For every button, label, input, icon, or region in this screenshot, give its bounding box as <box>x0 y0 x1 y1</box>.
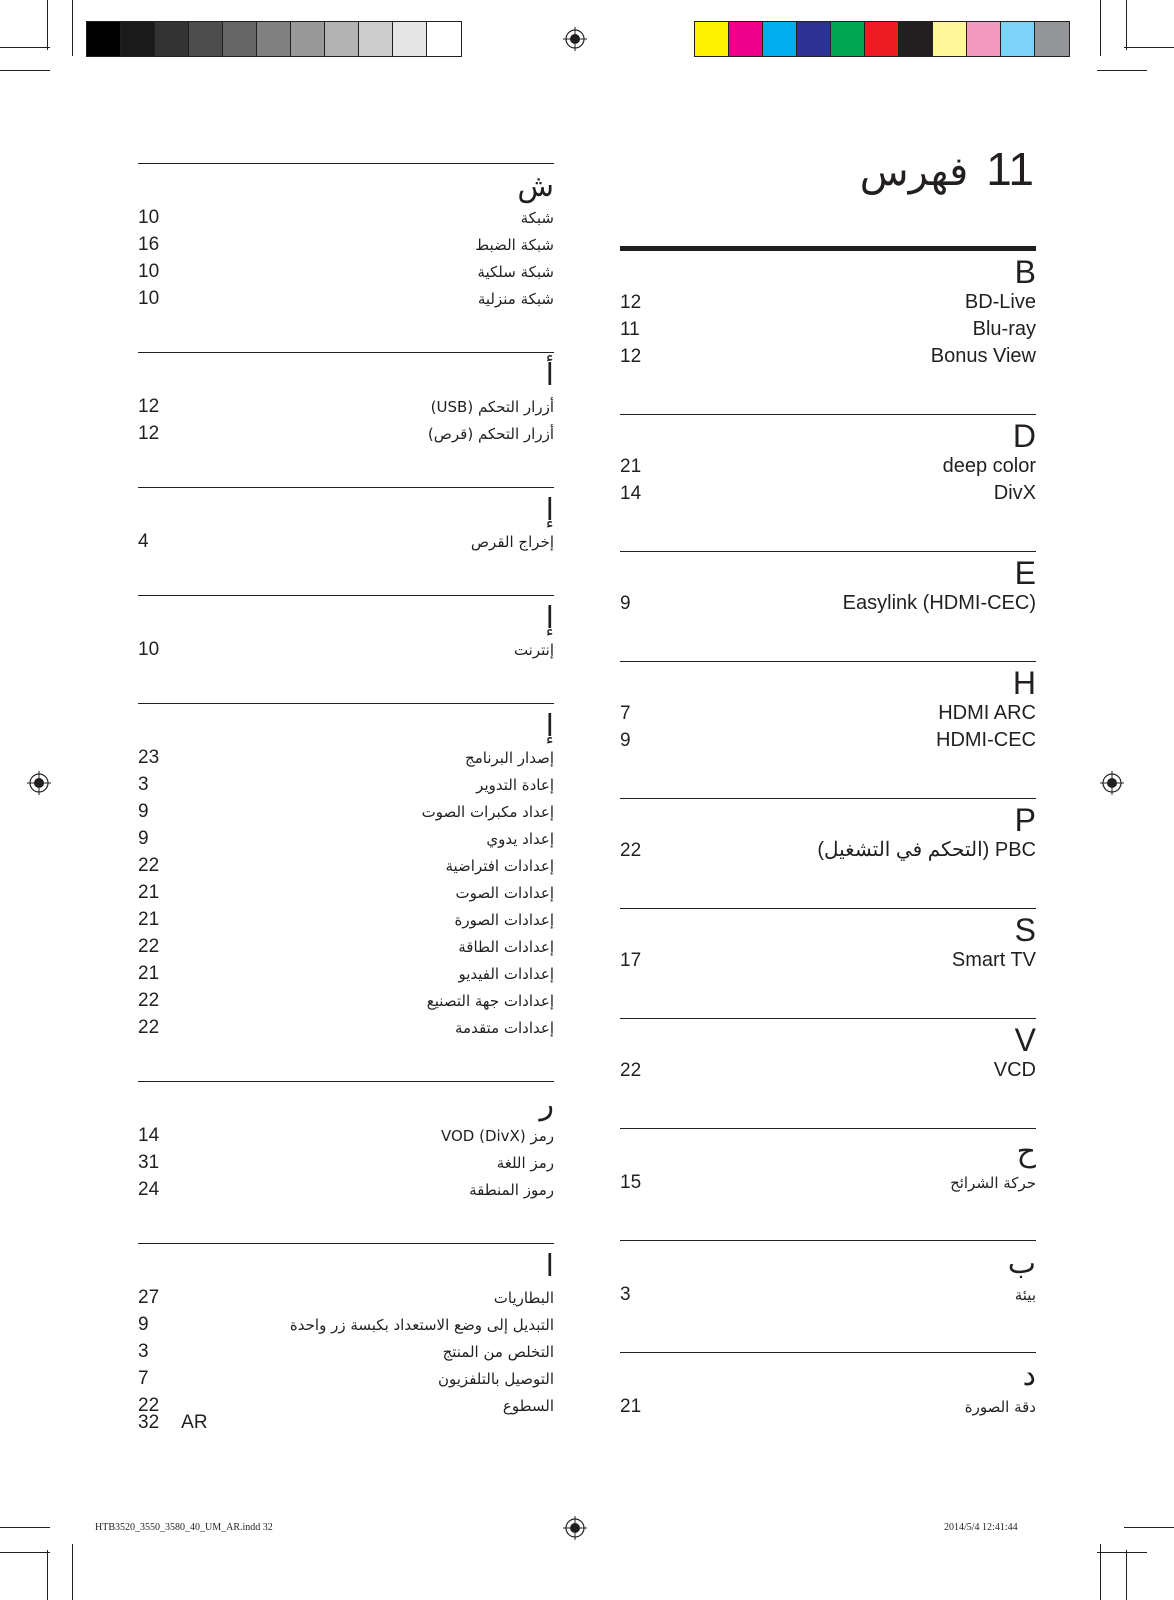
language-code: AR <box>181 1412 208 1433</box>
index-section <box>138 1243 554 1419</box>
entry-term: Blu-ray <box>972 318 1036 340</box>
entry-term: إعدادات الفيديو <box>458 965 554 983</box>
index-entry <box>138 744 554 771</box>
section-letter: E <box>1014 555 1036 591</box>
section-letter: P <box>1014 802 1036 838</box>
index-entry <box>138 1122 554 1149</box>
index-entry <box>138 1284 554 1311</box>
color-swatch <box>865 22 899 56</box>
color-swatch <box>1001 22 1035 56</box>
crop-mark <box>72 1544 73 1600</box>
entry-page-number: 23 <box>138 747 160 768</box>
entry-term: أزرار التحكم (USB) <box>430 398 554 416</box>
entry-page-number: 27 <box>138 1287 160 1308</box>
color-swatch <box>967 22 1001 56</box>
entry-term: إصدار البرنامج <box>465 749 554 767</box>
section-letter: إ <box>545 601 554 636</box>
index-entry <box>138 393 554 420</box>
section-letter: B <box>1014 254 1036 290</box>
color-swatch <box>223 22 257 56</box>
index-entry <box>620 1169 1036 1196</box>
grayscale-color-bar <box>86 21 462 57</box>
crop-mark <box>1097 70 1147 71</box>
crop-mark <box>1097 1552 1147 1553</box>
entry-page-number: 22 <box>138 1395 160 1416</box>
index-entry <box>620 1057 1036 1084</box>
entry-page-number: 12 <box>138 423 160 444</box>
index-section <box>620 551 1036 617</box>
section-letter: د <box>1022 1358 1036 1393</box>
entry-page-number: 22 <box>620 840 642 861</box>
entry-page-number: 21 <box>620 456 642 477</box>
index-section <box>138 595 554 663</box>
crop-mark <box>1124 1527 1174 1528</box>
index-entry <box>138 285 554 312</box>
entry-term: إعادة التدوير <box>476 776 554 794</box>
index-entry <box>138 636 554 663</box>
entry-term: السطوع <box>502 1397 554 1415</box>
section-letter: ا <box>545 1249 554 1284</box>
index-entry <box>620 700 1036 727</box>
entry-page-number: 14 <box>620 483 642 504</box>
color-swatch <box>155 22 189 56</box>
chapter-title <box>860 142 1034 196</box>
entry-term: شبكة <box>520 209 554 227</box>
color-swatch <box>257 22 291 56</box>
entry-page-number: 10 <box>138 288 160 309</box>
index-entry <box>138 1365 554 1392</box>
process-color-bar <box>694 21 1070 57</box>
entry-term: إنترنت <box>513 641 554 659</box>
entry-term: VCD <box>993 1059 1036 1081</box>
index-section <box>138 487 554 555</box>
registration-mark-icon <box>27 771 51 795</box>
index-entry <box>620 289 1036 316</box>
page-number: 32 <box>138 1412 160 1433</box>
color-swatch <box>729 22 763 56</box>
entry-page-number: 3 <box>138 774 149 795</box>
entry-term: PBC (التحكم في التشغيل) <box>817 839 1036 861</box>
entry-page-number: 9 <box>138 801 149 822</box>
index-section <box>620 798 1036 864</box>
section-letter: ش <box>517 169 554 204</box>
index-section <box>138 1081 554 1203</box>
entry-page-number: 9 <box>138 1314 149 1335</box>
chapter-number: 11 <box>986 143 1034 195</box>
entry-term: HDMI ARC <box>938 702 1036 724</box>
entry-term: إعدادات الصوت <box>455 884 554 902</box>
section-letter: V <box>1014 1022 1036 1058</box>
entry-page-number: 22 <box>138 936 160 957</box>
index-section <box>620 246 1036 370</box>
entry-term: شبكة الضبط <box>475 236 554 254</box>
entry-term: إعداد يدوي <box>486 830 554 848</box>
section-letter: ب <box>1007 1246 1036 1281</box>
entry-page-number: 9 <box>620 730 631 751</box>
color-swatch <box>763 22 797 56</box>
crop-mark <box>1124 47 1174 48</box>
color-swatch <box>797 22 831 56</box>
slug-timestamp: 2014/5/4 12:41:44 <box>944 1522 1018 1533</box>
section-letter: D <box>1012 418 1036 454</box>
entry-term: أزرار التحكم (قرص) <box>427 425 554 443</box>
index-entry <box>138 420 554 447</box>
entry-term: إعدادات جهة التصنيع <box>426 992 554 1010</box>
entry-term: البطاريات <box>493 1289 554 1307</box>
crop-mark <box>0 70 50 71</box>
entry-page-number: 21 <box>620 1396 642 1417</box>
index-entry <box>620 947 1036 974</box>
entry-term: شبكة منزلية <box>477 290 554 308</box>
index-entry <box>138 771 554 798</box>
entry-term: إعدادات الصورة <box>454 911 554 929</box>
entry-page-number: 4 <box>138 531 149 552</box>
entry-term: إعداد مكبرات الصوت <box>421 803 554 821</box>
entry-page-number: 9 <box>138 828 149 849</box>
index-entry <box>620 1393 1036 1420</box>
entry-page-number: 7 <box>138 1368 149 1389</box>
index-entry <box>620 727 1036 754</box>
entry-page-number: 12 <box>620 346 642 367</box>
entry-term: رمز VOD (DivX) <box>440 1127 554 1145</box>
index-section <box>620 1352 1036 1420</box>
index-section <box>138 352 554 447</box>
index-entry <box>138 1176 554 1203</box>
index-entry <box>138 825 554 852</box>
index-section <box>620 661 1036 754</box>
color-swatch <box>87 22 121 56</box>
entry-term: deep color <box>942 455 1036 477</box>
color-swatch <box>189 22 223 56</box>
color-swatch <box>933 22 967 56</box>
index-entry <box>138 1149 554 1176</box>
entry-term: رموز المنطقة <box>469 1181 554 1199</box>
entry-page-number: 11 <box>620 319 640 340</box>
entry-page-number: 16 <box>138 234 160 255</box>
index-entry <box>620 316 1036 343</box>
index-section <box>620 908 1036 974</box>
index-entry <box>138 1014 554 1041</box>
index-section <box>138 703 554 1041</box>
slug-filename: HTB3520_3550_3580_40_UM_AR.indd 32 <box>95 1522 273 1533</box>
color-swatch <box>291 22 325 56</box>
color-swatch <box>427 22 461 56</box>
crop-mark <box>47 1550 48 1600</box>
crop-mark <box>0 1552 50 1553</box>
index-entry <box>138 528 554 555</box>
page-footer <box>138 1412 208 1434</box>
index-entry <box>138 1338 554 1365</box>
entry-page-number: 12 <box>138 396 160 417</box>
index-column-left <box>138 163 554 1459</box>
index-section <box>620 1018 1036 1084</box>
chapter-label: فهرس <box>859 149 969 195</box>
section-letter: ر <box>539 1087 554 1122</box>
index-entry <box>138 204 554 231</box>
entry-page-number: 21 <box>138 909 160 930</box>
section-letter: ح <box>1016 1134 1036 1169</box>
entry-page-number: 22 <box>138 1017 160 1038</box>
color-swatch <box>359 22 393 56</box>
entry-page-number: 10 <box>138 639 160 660</box>
section-letter: إ <box>545 493 554 528</box>
index-column-right <box>620 246 1036 1464</box>
entry-term: إعدادات الطاقة <box>458 938 554 956</box>
index-entry <box>138 960 554 987</box>
entry-page-number: 10 <box>138 207 160 228</box>
entry-page-number: 3 <box>138 1341 149 1362</box>
color-swatch <box>325 22 359 56</box>
section-letter: S <box>1014 912 1036 948</box>
index-entry <box>138 987 554 1014</box>
entry-page-number: 21 <box>138 963 160 984</box>
entry-term: بيئة <box>1014 1286 1036 1304</box>
entry-term: رمز اللغة <box>496 1154 554 1172</box>
color-swatch <box>831 22 865 56</box>
index-section <box>138 163 554 312</box>
index-entry <box>620 453 1036 480</box>
color-swatch <box>121 22 155 56</box>
entry-page-number: 22 <box>138 855 160 876</box>
section-letter: إ <box>545 709 554 744</box>
entry-term: إعدادات افتراضية <box>445 857 554 875</box>
crop-mark <box>0 1527 50 1528</box>
registration-mark-icon <box>563 1516 587 1540</box>
entry-term: Smart TV <box>951 949 1036 971</box>
crop-mark <box>1100 0 1101 56</box>
index-entry <box>620 837 1036 864</box>
index-section <box>620 1240 1036 1308</box>
index-entry <box>138 879 554 906</box>
entry-page-number: 22 <box>620 1060 642 1081</box>
crop-mark <box>0 47 50 48</box>
color-swatch <box>1035 22 1069 56</box>
index-entry <box>620 480 1036 507</box>
entry-term: BD-Live <box>964 291 1036 313</box>
entry-page-number: 7 <box>620 703 631 724</box>
crop-mark <box>1126 1550 1127 1600</box>
crop-mark <box>1126 0 1127 50</box>
entry-page-number: 3 <box>620 1284 631 1305</box>
entry-term: التوصيل بالتلفزيون <box>437 1370 554 1388</box>
color-swatch <box>393 22 427 56</box>
entry-term: إعدادات متقدمة <box>455 1019 554 1037</box>
entry-page-number: 10 <box>138 261 160 282</box>
entry-term: DivX <box>993 482 1036 504</box>
index-entry <box>138 1311 554 1338</box>
entry-term: دقة الصورة <box>964 1398 1036 1416</box>
index-entry <box>620 343 1036 370</box>
entry-page-number: 24 <box>138 1179 160 1200</box>
entry-page-number: 12 <box>620 292 642 313</box>
entry-page-number: 9 <box>620 593 631 614</box>
index-section <box>620 1128 1036 1196</box>
crop-mark <box>72 0 73 56</box>
entry-page-number: 15 <box>620 1172 642 1193</box>
section-letter: أ <box>545 358 554 393</box>
color-swatch <box>899 22 933 56</box>
registration-mark-icon <box>563 27 587 51</box>
index-entry <box>138 231 554 258</box>
index-section <box>620 414 1036 507</box>
section-letter: H <box>1012 665 1036 701</box>
entry-page-number: 22 <box>138 990 160 1011</box>
crop-mark <box>1100 1544 1101 1600</box>
crop-mark <box>47 0 48 50</box>
entry-page-number: 14 <box>138 1125 160 1146</box>
color-swatch <box>695 22 729 56</box>
entry-page-number: 21 <box>138 882 160 903</box>
index-entry <box>620 1281 1036 1308</box>
index-entry <box>138 933 554 960</box>
index-entry <box>138 798 554 825</box>
entry-page-number: 31 <box>138 1152 160 1173</box>
entry-term: شبكة سلكية <box>477 263 554 281</box>
entry-term: التخلص من المنتج <box>442 1343 554 1361</box>
entry-term: Easylink (HDMI-CEC) <box>842 592 1036 614</box>
index-entry <box>620 590 1036 617</box>
entry-term: HDMI-CEC <box>936 729 1036 751</box>
index-entry <box>138 258 554 285</box>
entry-term: Bonus View <box>930 345 1036 367</box>
index-entry <box>138 906 554 933</box>
entry-term: حركة الشرائح <box>950 1174 1036 1192</box>
entry-term: التبديل إلى وضع الاستعداد بكبسة زر واحدة <box>289 1316 554 1334</box>
registration-mark-icon <box>1100 771 1124 795</box>
entry-term: إخراج القرص <box>470 533 554 551</box>
index-entry <box>138 852 554 879</box>
entry-page-number: 17 <box>620 950 642 971</box>
